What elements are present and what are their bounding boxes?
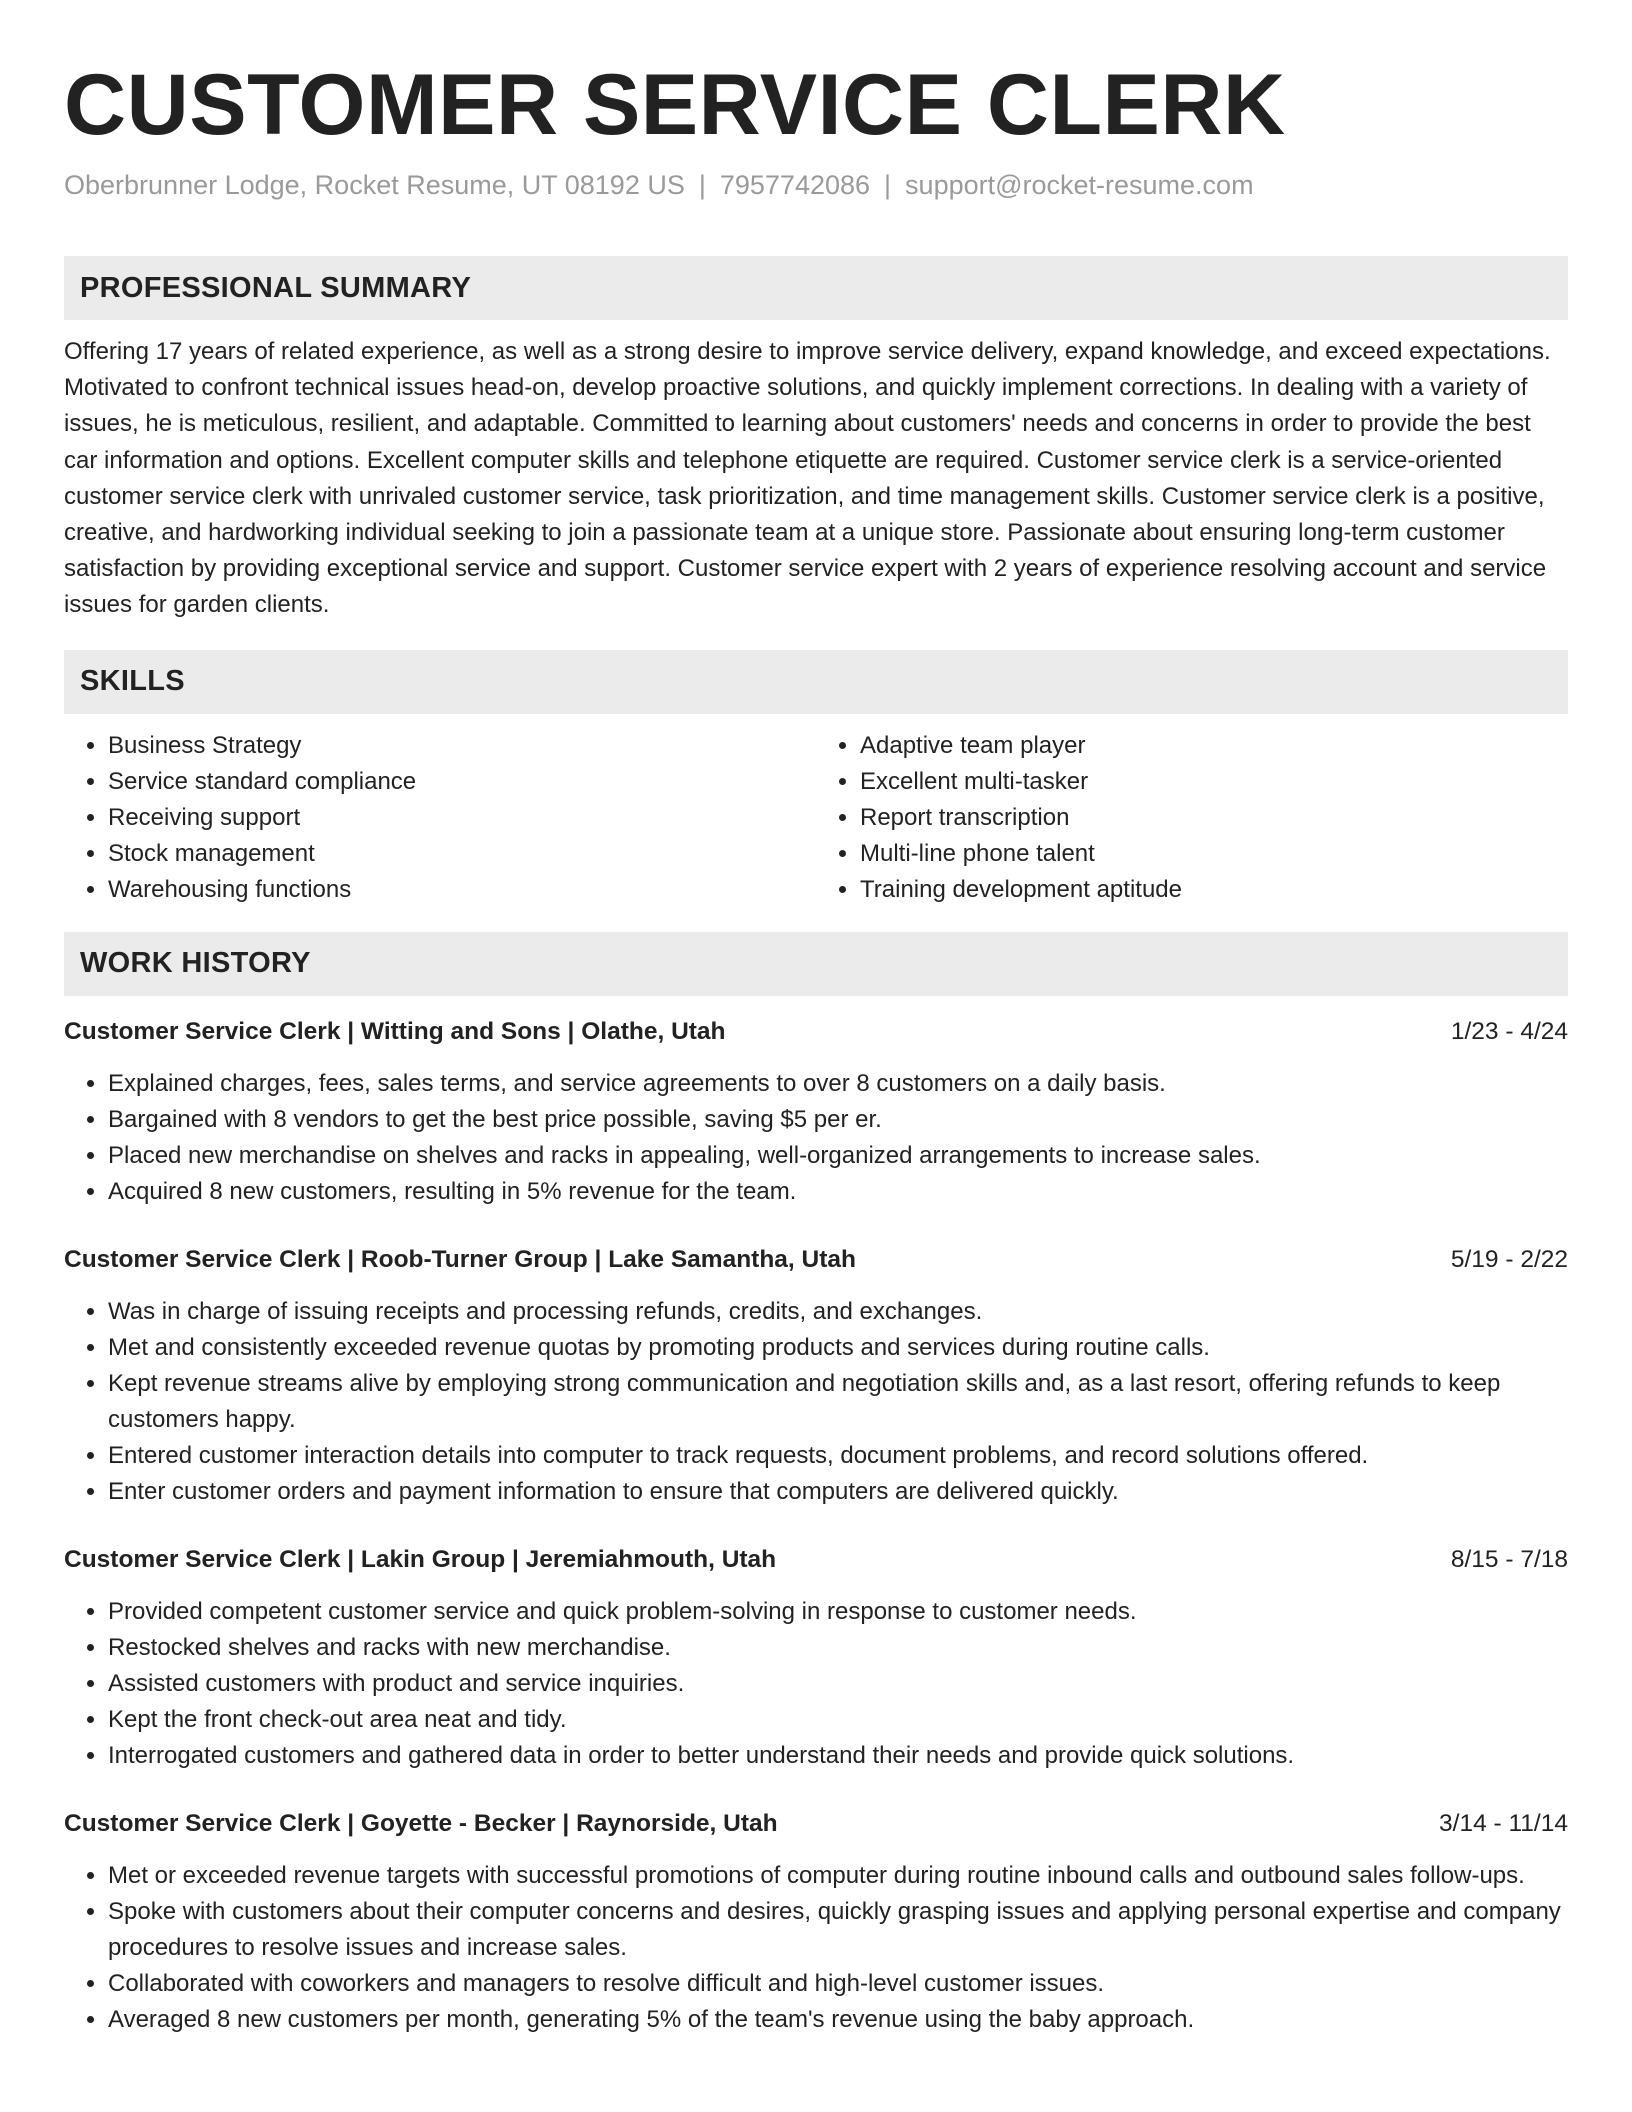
skills-heading: SKILLS (64, 650, 1568, 714)
job-dates: 3/14 - 11/14 (1439, 1809, 1568, 1837)
job-bullet: • Met and consistently exceeded revenue quotas by promoting products and services during routine calls. (108, 1330, 1568, 1366)
contact-line (64, 168, 1568, 202)
skill-item: • Business Strategy (108, 728, 816, 764)
job-bullet: • Restocked shelves and racks with new merchandise. (108, 1630, 1568, 1666)
summary-heading: PROFESSIONAL SUMMARY (64, 256, 1568, 320)
skill-item: • Excellent multi-tasker (860, 764, 1568, 800)
job-bullet: • Entered customer interaction details into computer to track requests, document problems, and record solutions offered. (108, 1438, 1568, 1474)
job-bullet: • Provided competent customer service and quick problem-solving in response to customer needs. (108, 1594, 1568, 1630)
job-title: Customer Service Clerk | Lakin Group | Jeremiahmouth, Utah (64, 1545, 777, 1573)
skill-item: • Receiving support (108, 800, 816, 836)
skill-item: • Stock management (108, 836, 816, 872)
contact-separator: | (884, 170, 892, 200)
job-bullet: • Was in charge of issuing receipts and processing refunds, credits, and exchanges. (108, 1294, 1568, 1330)
skill-item: • Adaptive team player (860, 728, 1568, 764)
job-bullets (64, 1858, 1568, 2038)
job-title: Customer Service Clerk | Goyette - Becker | Raynorside, Utah (64, 1809, 778, 1837)
contact-separator: | (698, 170, 706, 200)
skills-column-right (816, 728, 1568, 908)
job-bullet: • Placed new merchandise on shelves and racks in appealing, well-organized arrangements to increase sales. (108, 1138, 1568, 1174)
job-title: Customer Service Clerk | Witting and Sons | Olathe, Utah (64, 1017, 726, 1045)
job-dates: 5/19 - 2/22 (1450, 1245, 1568, 1273)
job-header (64, 1016, 1568, 1048)
job-title: Customer Service Clerk | Roob-Turner Group | Lake Samantha, Utah (64, 1245, 856, 1273)
job-dates: 8/15 - 7/18 (1450, 1545, 1568, 1573)
summary-text: Offering 17 years of related experience, as well as a strong desire to improve service delivery, expand knowledge, and exceed expectations. Motivated to confront technical issues head-on, develop proactive solutions, and quickly implement corrections. In dealing with a variety of issues, he is meticulous, resilient, and adaptable. Committed to learning about customers' needs and concerns in order to provide the best car information and options. Excellent computer skills and telephone etiquette are required. Customer service clerk is a service-oriented customer service clerk with unrivaled customer service, task prioritization, and time management skills. Customer service clerk is a positive, creative, and hardworking individual seeking to join a passionate team at a unique store. Passionate about ensuring long-term customer satisfaction by providing exceptional service and support. Customer service expert with 2 years of experience resolving account and service issues for garden clients. (64, 338, 1551, 619)
job-header (64, 1808, 1568, 1840)
contact-phone: 7957742086 (719, 170, 871, 200)
resume-name: CUSTOMER SERVICE CLERK (64, 57, 1286, 153)
skill-item: • Report transcription (860, 800, 1568, 836)
job-dates: 1/23 - 4/24 (1450, 1017, 1568, 1045)
skills-list (64, 728, 1568, 908)
job-bullet: • Kept the front check-out area neat and tidy. (108, 1702, 1568, 1738)
job-header (64, 1544, 1568, 1576)
job-bullets (64, 1066, 1568, 1210)
job-header (64, 1244, 1568, 1276)
job-bullets (64, 1594, 1568, 1774)
job-entry (64, 1808, 1568, 2038)
job-bullet: • Kept revenue streams alive by employing strong communication and negotiation skills and, as a last resort, offering refunds to keep customers happy. (108, 1366, 1568, 1438)
job-entry (64, 1544, 1568, 1774)
job-bullet: • Explained charges, fees, sales terms, and service agreements to over 8 customers on a daily basis. (108, 1066, 1568, 1102)
skill-item: • Warehousing functions (108, 872, 816, 908)
job-bullet: • Met or exceeded revenue targets with successful promotions of computer during routine inbound calls and outbound sales follow-ups. (108, 1858, 1568, 1894)
job-bullet: • Bargained with 8 vendors to get the best price possible, saving $5 per er. (108, 1102, 1568, 1138)
job-bullet: • Spoke with customers about their computer concerns and desires, quickly grasping issues and applying personal expertise and company procedures to resolve issues and increase sales. (108, 1894, 1568, 1966)
job-bullets (64, 1294, 1568, 1510)
job-bullet: • Acquired 8 new customers, resulting in 5% revenue for the team. (108, 1174, 1568, 1210)
job-bullet: • Interrogated customers and gathered data in order to better understand their needs and provide quick solutions. (108, 1738, 1568, 1774)
job-entry (64, 1244, 1568, 1510)
contact-email: support@rocket-resume.com (905, 170, 1254, 200)
contact-address: Oberbrunner Lodge, Rocket Resume, UT 08192 US (64, 170, 685, 200)
job-entry (64, 1016, 1568, 1210)
skill-item: • Training development aptitude (860, 872, 1568, 908)
skill-item: • Service standard compliance (108, 764, 816, 800)
work-history-heading: WORK HISTORY (64, 932, 1568, 996)
job-bullet: • Enter customer orders and payment information to ensure that computers are delivered quickly. (108, 1474, 1568, 1510)
job-bullet: • Collaborated with coworkers and managers to resolve difficult and high-level customer issues. (108, 1966, 1568, 2002)
job-bullet: • Averaged 8 new customers per month, generating 5% of the team's revenue using the baby approach. (108, 2002, 1568, 2038)
job-bullet: • Assisted customers with product and service inquiries. (108, 1666, 1568, 1702)
skills-column-left (64, 728, 816, 908)
skill-item: • Multi-line phone talent (860, 836, 1568, 872)
